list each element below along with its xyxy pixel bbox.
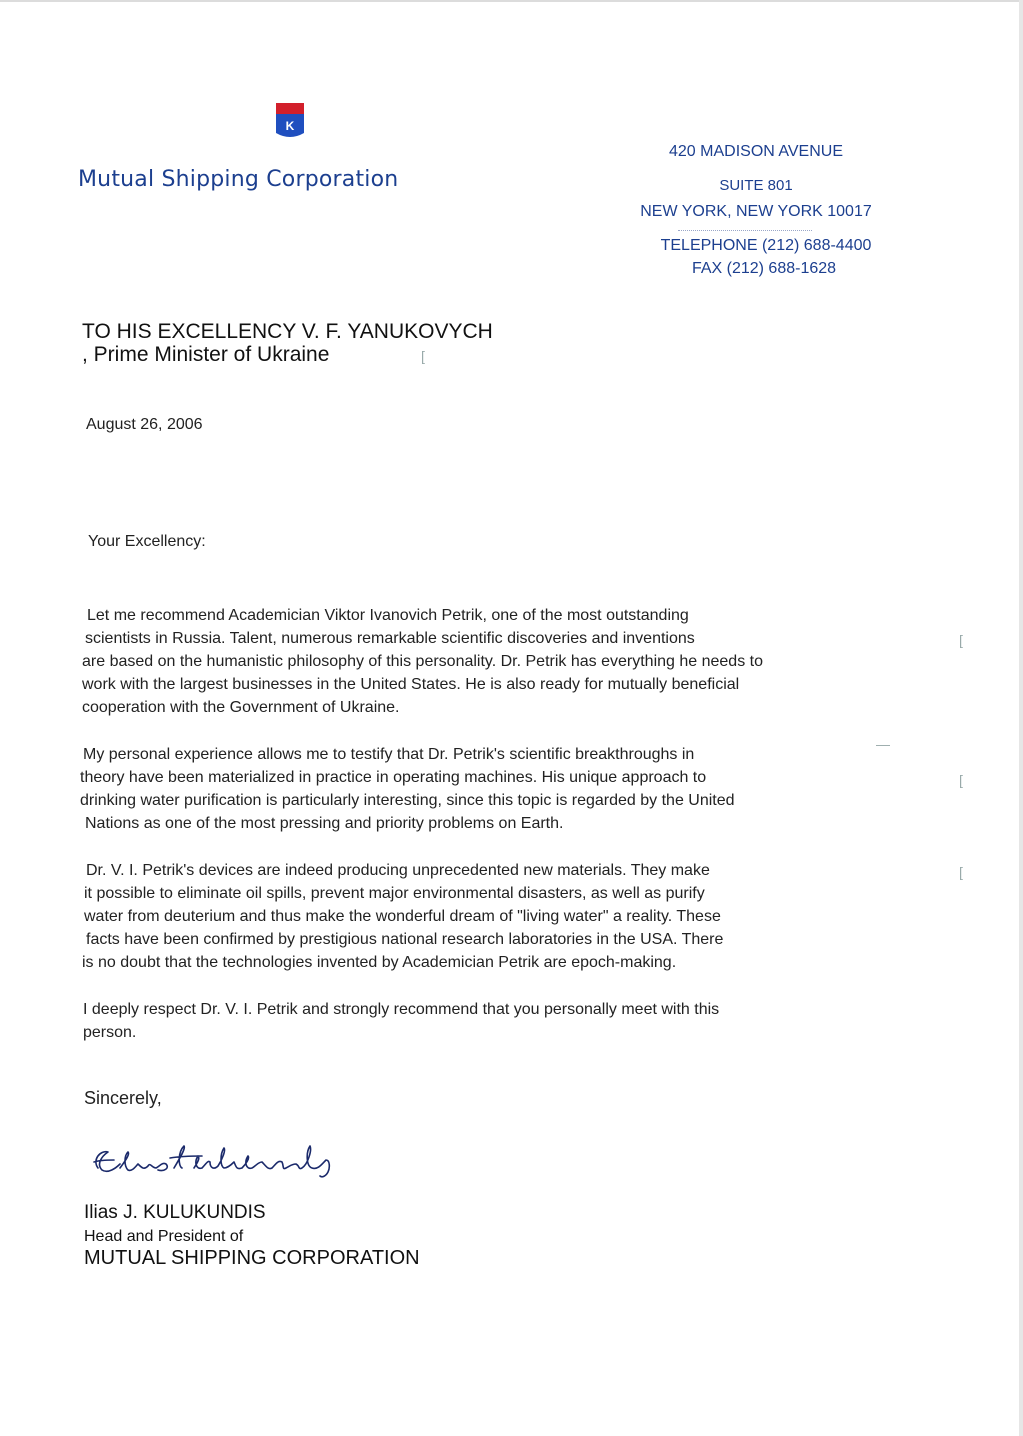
body-line: I deeply respect Dr. V. I. Petrik and strongly recommend that you personally meet with this: [83, 1001, 720, 1018]
body-line: Dr. V. I. Petrik's devices are indeed producing unprecedented new materials. They make: [86, 862, 710, 879]
closing: Sincerely,: [84, 1088, 162, 1108]
address-telephone: TELEPHONE (212) 688-4400: [660, 237, 872, 254]
body-line: work with the largest businesses in the United States. He is also ready for mutually beneficial: [82, 676, 740, 693]
recipient-line-1: TO HIS EXCELLENCY V. F. YANUKOVYCH: [82, 320, 493, 343]
scan-mark: [: [959, 632, 963, 648]
recipient-line-2: , Prime Minister of Ukraine: [82, 343, 330, 366]
address-suite: SUITE 801: [719, 177, 793, 194]
body-line: drinking water purification is particularly interesting, since this topic is regarded by the United: [80, 792, 735, 809]
scan-mark: [: [421, 348, 425, 364]
handwritten-signature: [86, 1138, 366, 1186]
address-divider: [678, 230, 812, 231]
body-paragraph-3: [82, 859, 882, 974]
logo-letter: K: [285, 119, 295, 133]
body-paragraph-4: [82, 998, 882, 1044]
body-paragraph-2: [82, 743, 882, 835]
body-line: theory have been materialized in practice in operating machines. His unique approach to: [80, 769, 707, 786]
signer-title: Head and President of: [84, 1228, 244, 1245]
scan-edge-right: [1019, 0, 1023, 1436]
scan-edge-top: [0, 0, 1023, 2]
body-paragraph-1: [82, 604, 882, 719]
body-line: Nations as one of the most pressing and priority problems on Earth.: [85, 815, 564, 832]
salutation: Your Excellency:: [88, 533, 206, 550]
body-line: Let me recommend Academician Viktor Ivanovich Petrik, one of the most outstanding: [87, 607, 689, 624]
address-fax: FAX (212) 688-1628: [691, 260, 837, 277]
body-line: is no doubt that the technologies invented by Academician Petrik are epoch-making.: [82, 954, 677, 971]
body-line: person.: [83, 1024, 137, 1041]
scan-mark: [: [959, 772, 963, 788]
body-line: it possible to eliminate oil spills, prevent major environmental disasters, as well as purify: [84, 885, 705, 902]
body-line: are based on the humanistic philosophy of this personality. Dr. Petrik has everything he needs to: [82, 653, 763, 670]
signer-company: MUTUAL SHIPPING CORPORATION: [84, 1247, 420, 1269]
body-line: My personal experience allows me to testify that Dr. Petrik's scientific breakthroughs in: [83, 746, 695, 763]
body-line: water from deuterium and thus make the wonderful dream of "living water" a reality. These: [84, 908, 721, 925]
scan-mark: —: [876, 736, 890, 752]
signer-name: Ilias J. KULUKUNDIS: [84, 1202, 266, 1223]
address-city: NEW YORK, NEW YORK 10017: [640, 203, 872, 220]
letter-date: August 26, 2006: [86, 416, 203, 433]
company-name: Mutual Shipping Corporation: [78, 167, 399, 192]
body-line: scientists in Russia. Talent, numerous remarkable scientific discoveries and inventions: [85, 630, 695, 647]
company-logo-icon: [276, 103, 304, 139]
body-line: facts have been confirmed by prestigious national research laboratories in the USA. There: [86, 931, 724, 948]
address-street: 420 MADISON AVENUE: [669, 143, 843, 160]
body-line: cooperation with the Government of Ukraine.: [82, 699, 400, 716]
scan-mark: [: [959, 864, 963, 880]
